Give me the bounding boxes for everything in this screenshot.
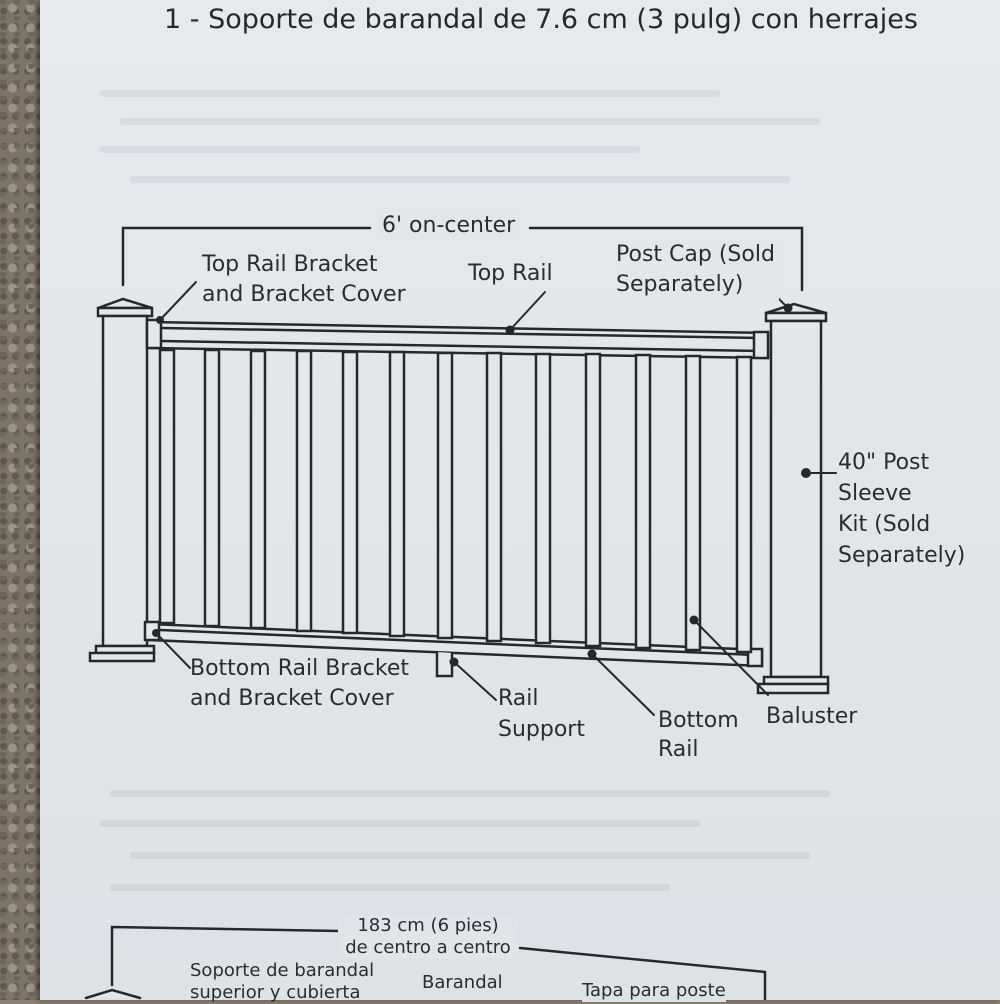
- rail-support-label: Rail Support: [498, 686, 585, 742]
- baluster: [297, 351, 311, 631]
- post-cap-label: Post Cap (Sold Separately): [616, 240, 779, 300]
- bottom-rail-label: Bottom Rail: [658, 708, 739, 762]
- baluster: [737, 357, 751, 652]
- spanish-top-bracket-label: Soporte de barandal superior y cubierta: [190, 960, 375, 1003]
- leader-top-rail: [510, 292, 545, 330]
- left-post: [90, 299, 154, 661]
- span-label: 6' on-center: [378, 211, 519, 241]
- post-sleeve-label: 40" Post Sleeve Kit (Sold Separately): [838, 450, 966, 568]
- baluster: [160, 350, 174, 623]
- baluster: [343, 352, 357, 633]
- baluster: [586, 354, 600, 646]
- top-rail: [147, 320, 768, 358]
- baluster: [390, 352, 404, 636]
- baluster: [636, 355, 650, 648]
- spanish-post-cap-label: Tapa para poste: [582, 980, 726, 1001]
- leader-top-bracket: [160, 282, 196, 320]
- spanish-top-rail-label: Barandal: [422, 972, 503, 993]
- leader-bottom-rail: [592, 654, 654, 715]
- rail-support: [437, 652, 452, 676]
- page-header: 1 - Soporte de barandal de 7.6 cm (3 pulg) con herrajes: [164, 4, 918, 35]
- spanish-left-post: [86, 990, 140, 998]
- baluster: [438, 353, 452, 638]
- bottom-rail-bracket-label: Bottom Rail Bracket and Bracket Cover: [190, 656, 410, 711]
- baluster: [205, 350, 219, 626]
- balusters: [160, 350, 751, 652]
- top-rail-label: Top Rail: [468, 261, 553, 286]
- right-post: [758, 304, 828, 693]
- baluster: [487, 353, 501, 641]
- baluster: [686, 356, 700, 650]
- spanish-span-label: 183 cm (6 pies) de centro a centro: [338, 915, 518, 959]
- baluster: [251, 351, 265, 628]
- leader-rail-support: [454, 662, 496, 700]
- top-rail-bracket-label: Top Rail Bracket and Bracket Cover: [202, 252, 406, 307]
- baluster-label: Baluster: [766, 704, 858, 729]
- baluster: [536, 354, 550, 643]
